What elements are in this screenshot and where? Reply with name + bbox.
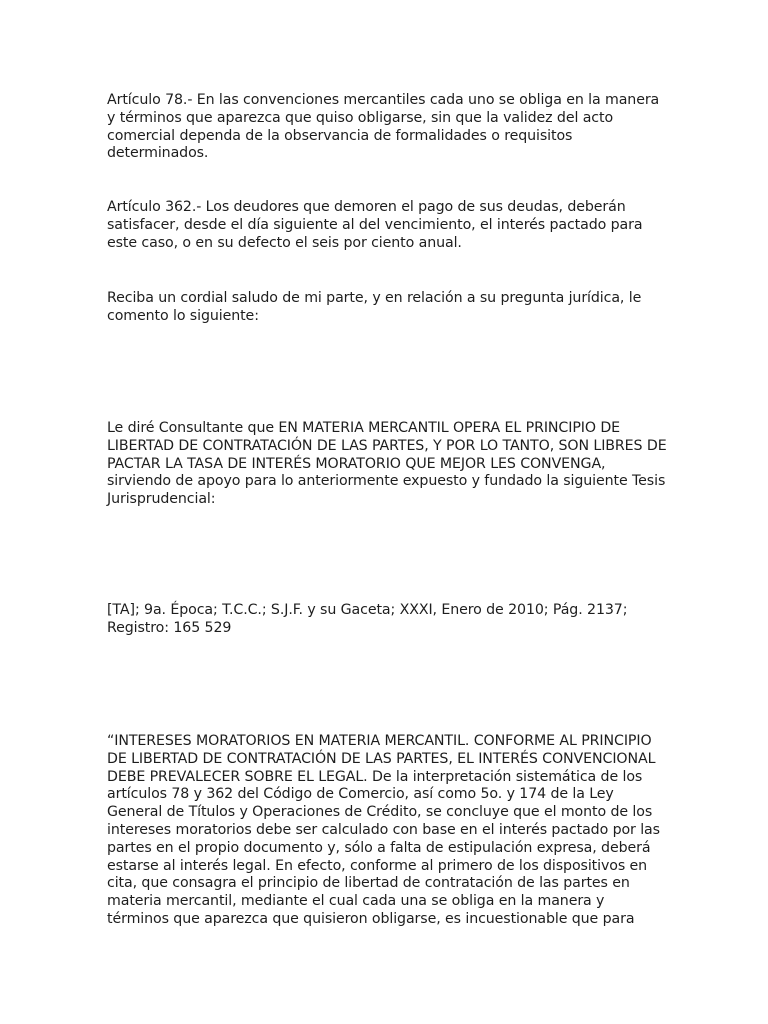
text-line: estarse al interés legal. En efecto, conforme al primero de los dispositivos en bbox=[107, 857, 648, 874]
text-line: [TA]; 9a. Época; T.C.C.; S.J.F. y su Gaceta; XXXI, Enero de 2010; Pág. 2137; bbox=[107, 602, 628, 618]
text-line: y términos que aparezca que quiso obligarse, sin que la validez del acto bbox=[107, 109, 614, 126]
text-line: Jurisprudencial: bbox=[107, 491, 216, 508]
text-line: DEBE PREVALECER SOBRE EL LEGAL. De la interpretación sistemática de los bbox=[107, 768, 643, 785]
text-line: Artículo 78.- En las convenciones mercantiles cada uno se obliga en la manera bbox=[107, 92, 660, 108]
paragraph-answer bbox=[107, 420, 667, 509]
text-line: comento lo siguiente: bbox=[107, 307, 259, 324]
text-line: determinados. bbox=[107, 145, 209, 162]
text-line: LIBERTAD DE CONTRATACIÓN DE LAS PARTES, Y POR LO TANTO, SON LIBRES DE bbox=[107, 437, 667, 454]
paragraph-tesis-text bbox=[107, 733, 663, 929]
text-line: Le diré Consultante que EN MATERIA MERCANTIL OPERA EL PRINCIPIO DE bbox=[107, 420, 621, 436]
text-line: sirviendo de apoyo para lo anteriormente expuesto y fundado la siguiente Tesis bbox=[107, 473, 666, 490]
text-line: Registro: 165 529 bbox=[107, 619, 232, 636]
paragraph-citation bbox=[107, 602, 663, 638]
text-line: partes en el propio documento y, sólo a falta de estipulación expresa, deberá bbox=[107, 839, 651, 856]
paragraph-articulo-362 bbox=[107, 199, 663, 252]
paragraph-articulo-78 bbox=[107, 92, 663, 163]
text-line: General de Títulos y Operaciones de Crédito, se concluye que el monto de los bbox=[107, 804, 653, 821]
text-line: términos que aparezca que quisieron obligarse, es incuestionable que para bbox=[107, 910, 635, 927]
text-line: materia mercantil, mediante el cual cada una se obliga en la manera y bbox=[107, 893, 605, 910]
text-line: intereses moratorios debe ser calculado con base en el interés pactado por las bbox=[107, 821, 660, 838]
paragraph-greeting bbox=[107, 290, 663, 326]
text-line: PACTAR LA TASA DE INTERÉS MORATORIO QUE MEJOR LES CONVENGA, bbox=[107, 455, 606, 472]
text-line: comercial dependa de la observancia de formalidades o requisitos bbox=[107, 127, 573, 144]
text-line: artículos 78 y 362 del Código de Comercio, así como 5o. y 174 de la Ley bbox=[107, 786, 614, 803]
text-line: satisfacer, desde el día siguiente al del vencimiento, el interés pactado para bbox=[107, 216, 643, 233]
text-line: este caso, o en su defecto el seis por ciento anual. bbox=[107, 234, 462, 251]
text-line: DE LIBERTAD DE CONTRATACIÓN DE LAS PARTES, EL INTERÉS CONVENCIONAL bbox=[107, 750, 656, 767]
text-line: Artículo 362.- Los deudores que demoren el pago de sus deudas, deberán bbox=[107, 199, 626, 215]
text-line: Reciba un cordial saludo de mi parte, y en relación a su pregunta jurídica, le bbox=[107, 290, 642, 306]
text-line: “INTERESES MORATORIOS EN MATERIA MERCANTIL. CONFORME AL PRINCIPIO bbox=[107, 733, 652, 749]
text-line: cita, que consagra el principio de libertad de contratación de las partes en bbox=[107, 875, 630, 892]
